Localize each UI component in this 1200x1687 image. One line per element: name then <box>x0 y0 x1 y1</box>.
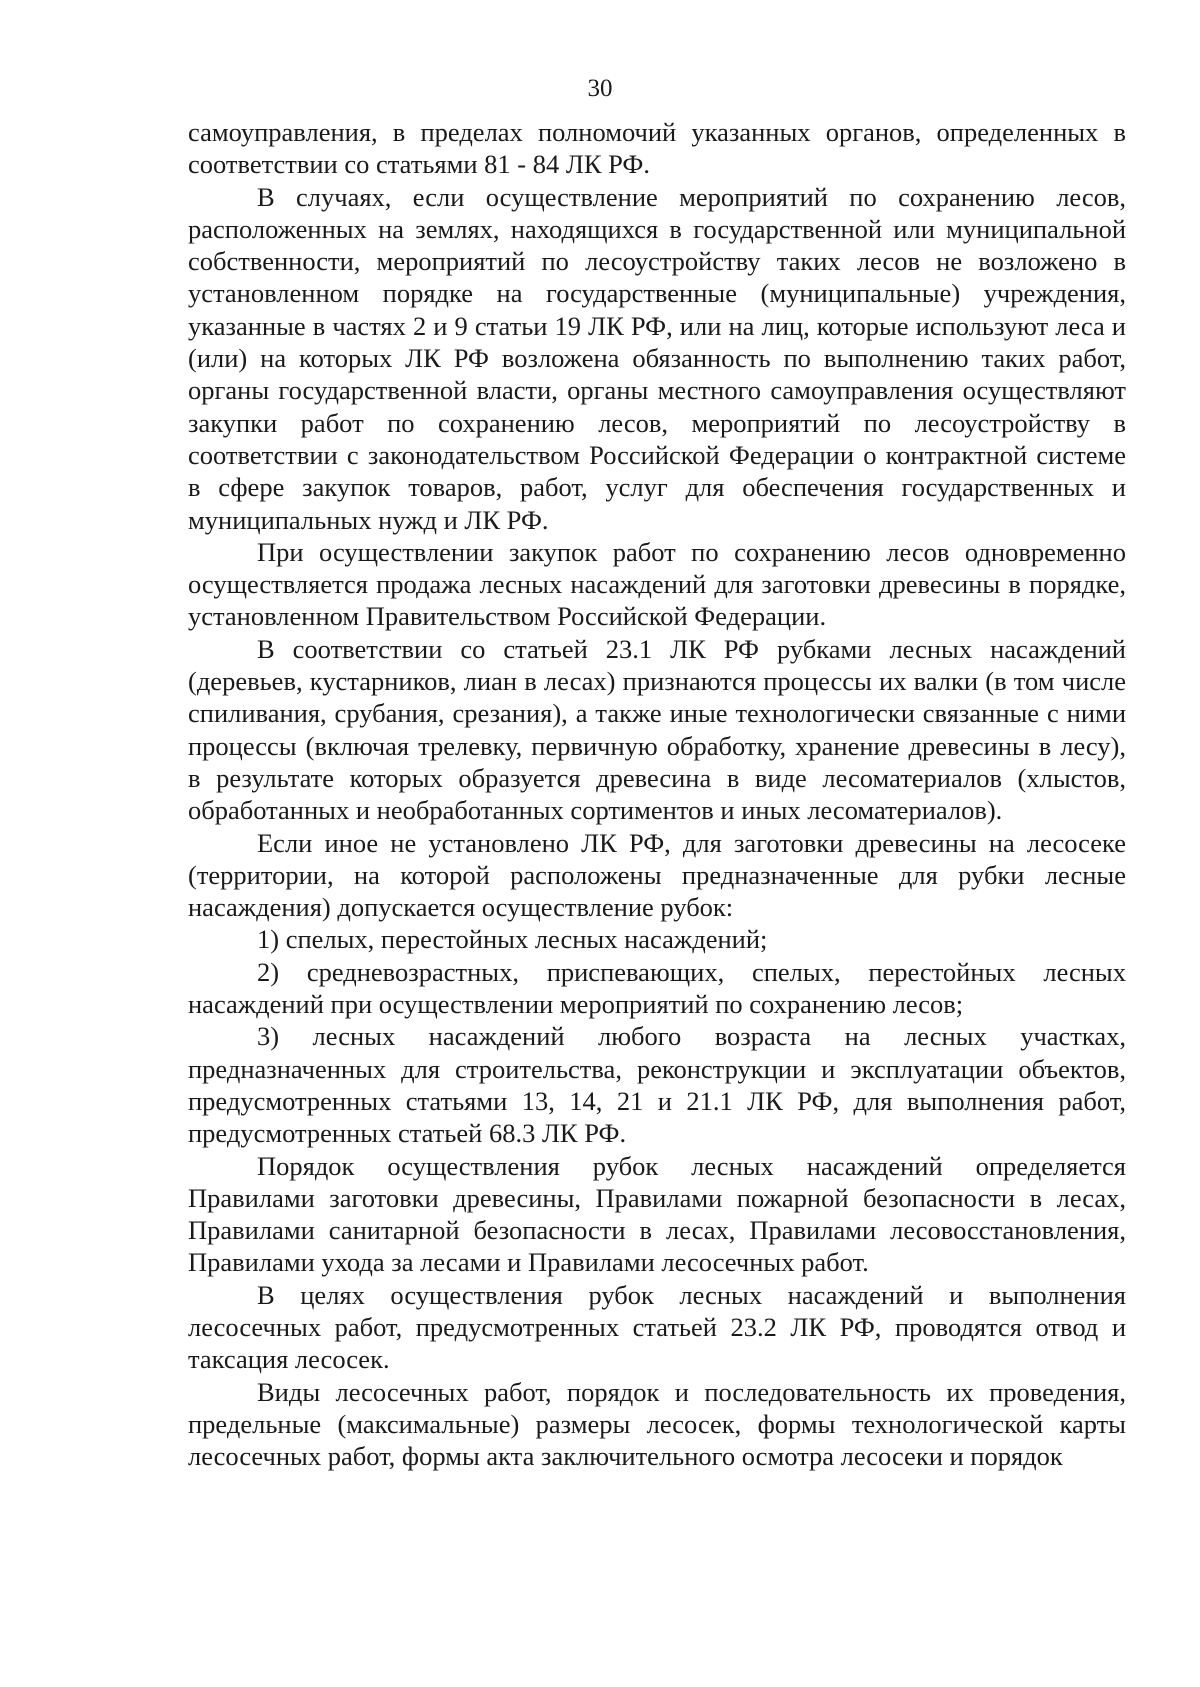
paragraph: При осуществлении закупок работ по сохранению лесов одновременно осуществляется продажа лесных насаждений для заготовки древесины в порядке, установленном Правительством Российской Федерации. <box>188 536 1126 632</box>
list-item: 1) спелых, перестойных лесных насаждений; <box>257 924 768 955</box>
list-item: 2) средневозрастных, приспевающих, спелых, перестойных лесных насаждений при осуществлении мероприятий по сохранению лесов; <box>188 956 1126 1020</box>
paragraph: Виды лесосечных работ, порядок и последовательность их проведения, предельные (максимальные) размеры лесосек, формы технологической карты лесосечных работ, формы акта заключительного осмотра лесосеки и порядок <box>188 1376 1126 1472</box>
paragraph-continuation: самоуправления, в пределах полномочий указанных органов, определенных в соответствии со статьями 81 - 84 ЛК РФ. <box>188 117 1126 180</box>
paragraph: В целях осуществления рубок лесных насаждений и выполнения лесосечных работ, предусмотренных статьей 23.2 ЛК РФ, проводятся отвод и таксация лесосек. <box>188 1279 1126 1375</box>
paragraph: В соответствии со статьей 23.1 ЛК РФ рубками лесных насаждений (деревьев, кустарников, лиан в лесах) признаются процессы их валки (в том числе спиливания, срубания, срезания), а также иные технологически связанные с ними процессы (включая трелевку, первичную обработку, хранение древесины в лесу), в результате которых образуется древесина в виде лесоматериалов (хлыстов, обработанных и необработанных сортиментов и иных лесоматериалов). <box>188 633 1126 826</box>
paragraph: Порядок осуществления рубок лесных насаждений определяется Правилами заготовки древесины, Правилами пожарной безопасности в лесах, Правилами санитарной безопасности в лесах, Правилами лесовосстановления, Правилами ухода за лесами и Правилами лесосечных работ. <box>188 1150 1126 1278</box>
list-item: 3) лесных насаждений любого возраста на лесных участках, предназначенных для строительства, реконструкции и эксплуатации объектов, предусмотренных статьями 13, 14, 21 и 21.1 ЛК РФ, для выполнения работ, предусмотренных статьей 68.3 ЛК РФ. <box>188 1021 1126 1149</box>
page-number: 30 <box>587 75 613 102</box>
paragraph: В случаях, если осуществление мероприятий по сохранению лесов, расположенных на землях, находящихся в государственной или муниципальной собственности, мероприятий по лесоустройству таких лесов не возложено в установленном порядке на государственные (муниципальные) учреждения, указанные в частях 2 и 9 статьи 19 ЛК РФ, или на лиц, которые используют леса и (или) на которых ЛК РФ возложена обязанность по выполнению таких работ, органы государственной власти, органы местного самоуправления осуществляют закупки работ по сохранению лесов, мероприятий по лесоустройству в соответствии с законодательством Российской Федерации о контрактной системе в сфере закупок товаров, работ, услуг для обеспечения государственных и муниципальных нужд и ЛК РФ. <box>188 181 1126 535</box>
document-body <box>188 116 1126 1472</box>
paragraph: Если иное не установлено ЛК РФ, для заготовки древесины на лесосеке (территории, на которой расположены предназначенные для рубки лесные насаждения) допускается осуществление рубок: <box>188 827 1126 923</box>
